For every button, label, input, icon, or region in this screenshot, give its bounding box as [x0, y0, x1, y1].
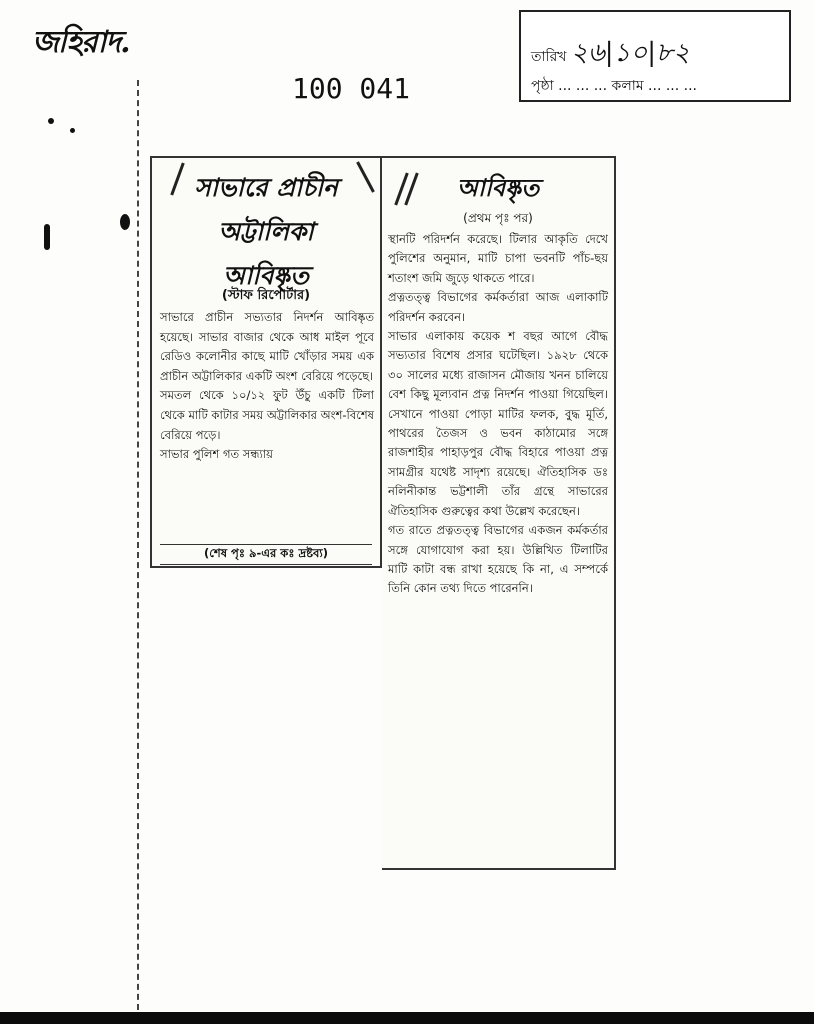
news-clipping-right [382, 156, 616, 870]
scan-speck [44, 224, 50, 250]
continued-from-note: (প্রথম পৃঃ পর) [463, 211, 533, 225]
date-stamp [519, 10, 791, 102]
headline-line: সাভারে প্রাচীন [194, 173, 338, 202]
scan-speck [120, 214, 130, 230]
article-body: সাভারে প্রাচীন সভ্যতার নিদর্শন আবিষ্কৃত হয়েছে। সাভার বাজার থেকে আধ মাইল পূবে রেডিও কলোনীর কাছে মাটি খোঁড়ার সময় এক প্রাচীন অট্টালিকার একটি অংশ বেরিয়ে পড়েছে। সমতল থেকে ১০/১২ ফুট উঁচু একটি টিলা থেকে মাটি কাটার সময় অট্টালিকার অংশ-বিশেষ বেরিয়ে পড়ে। সাভার পুলিশ গত সন্ধ্যায় [160, 310, 374, 462]
scan-edge-band [0, 1012, 814, 1024]
stamp-page-label: পৃষ্ঠা ... ... ... কলাম ... ... ... [531, 78, 697, 94]
scan-speck [70, 128, 75, 133]
continuation-note: (শেষ পৃঃ ৯-এর কঃ দ্রষ্টব্য) [160, 544, 372, 565]
margin-line [137, 80, 139, 1020]
stamp-date-label: তারিখ [531, 49, 567, 65]
clipping-headline [152, 166, 380, 298]
reference-number: 100 041 [292, 72, 411, 105]
article-body: স্থানটি পরিদর্শন করেছে। টিলার আকৃতি দেখে পুলিশের অনুমান, মাটি চাপা ভবনটি পাঁচ-ছয় শতাংশ জমি জুড়ে থাকতে পারে। প্রত্নতত্ত্ব বিভাগের কর্মকর্তারা আজ এলাকাটি পরিদর্শন করবেন। সাভার এলাকায় কয়েক শ বছর আগে বৌদ্ধ সভ্যতার বিশেষ প্রসার ঘটেছিল। ১৯২৮ থেকে ৩০ সালের মধ্যে রাজাসন মৌজায় খনন চালিয়ে বেশ কিছু মূল্যবান প্রত্ন নিদর্শন পাওয়া গিয়েছিল। সেখানে পাওয়া পোড়া মাটির ফলক, বুদ্ধ মূর্তি, পাথরের তৈজস ও ভবন কাঠামোর সঙ্গে রাজশাহীর পাহাড়পুর বৌদ্ধ বিহারে পাওয়া প্রত্ন সামগ্রীর যথেষ্ট সাদৃশ্য রয়েছে। ঐতিহাসিক ডঃ নলিনীকান্ত ভট্টশালী তাঁর গ্রন্থে সাভারের ঐতিহাসিক গুরুত্বের কথা উল্লেখ করেছেন। গত রাতে প্রত্নতত্ত্ব বিভাগের একজন কর্মকর্তার সঙ্গে যোগাযোগ করা হয়। উল্লিখিত টিলাটির মাটি কাটা বন্ধ রাখা হয়েছে কি না, এ সম্পর্কে তিনি কোন তথ্য দিতে পারেননি। [388, 232, 608, 596]
stamp-date-value: ২৬|১০|৮২ [570, 38, 690, 68]
scan-speck [48, 118, 54, 124]
news-clipping-left [150, 156, 382, 568]
byline: (স্টাফ রিপোর্টার) [221, 288, 311, 303]
clipping-headline: আবিষ্কৃত [456, 173, 540, 202]
headline-line: অট্টালিকা [218, 217, 314, 246]
headline-line: আবিষ্কৃত [223, 261, 309, 290]
handwritten-folder-label: জহিরাদ. [32, 25, 130, 60]
